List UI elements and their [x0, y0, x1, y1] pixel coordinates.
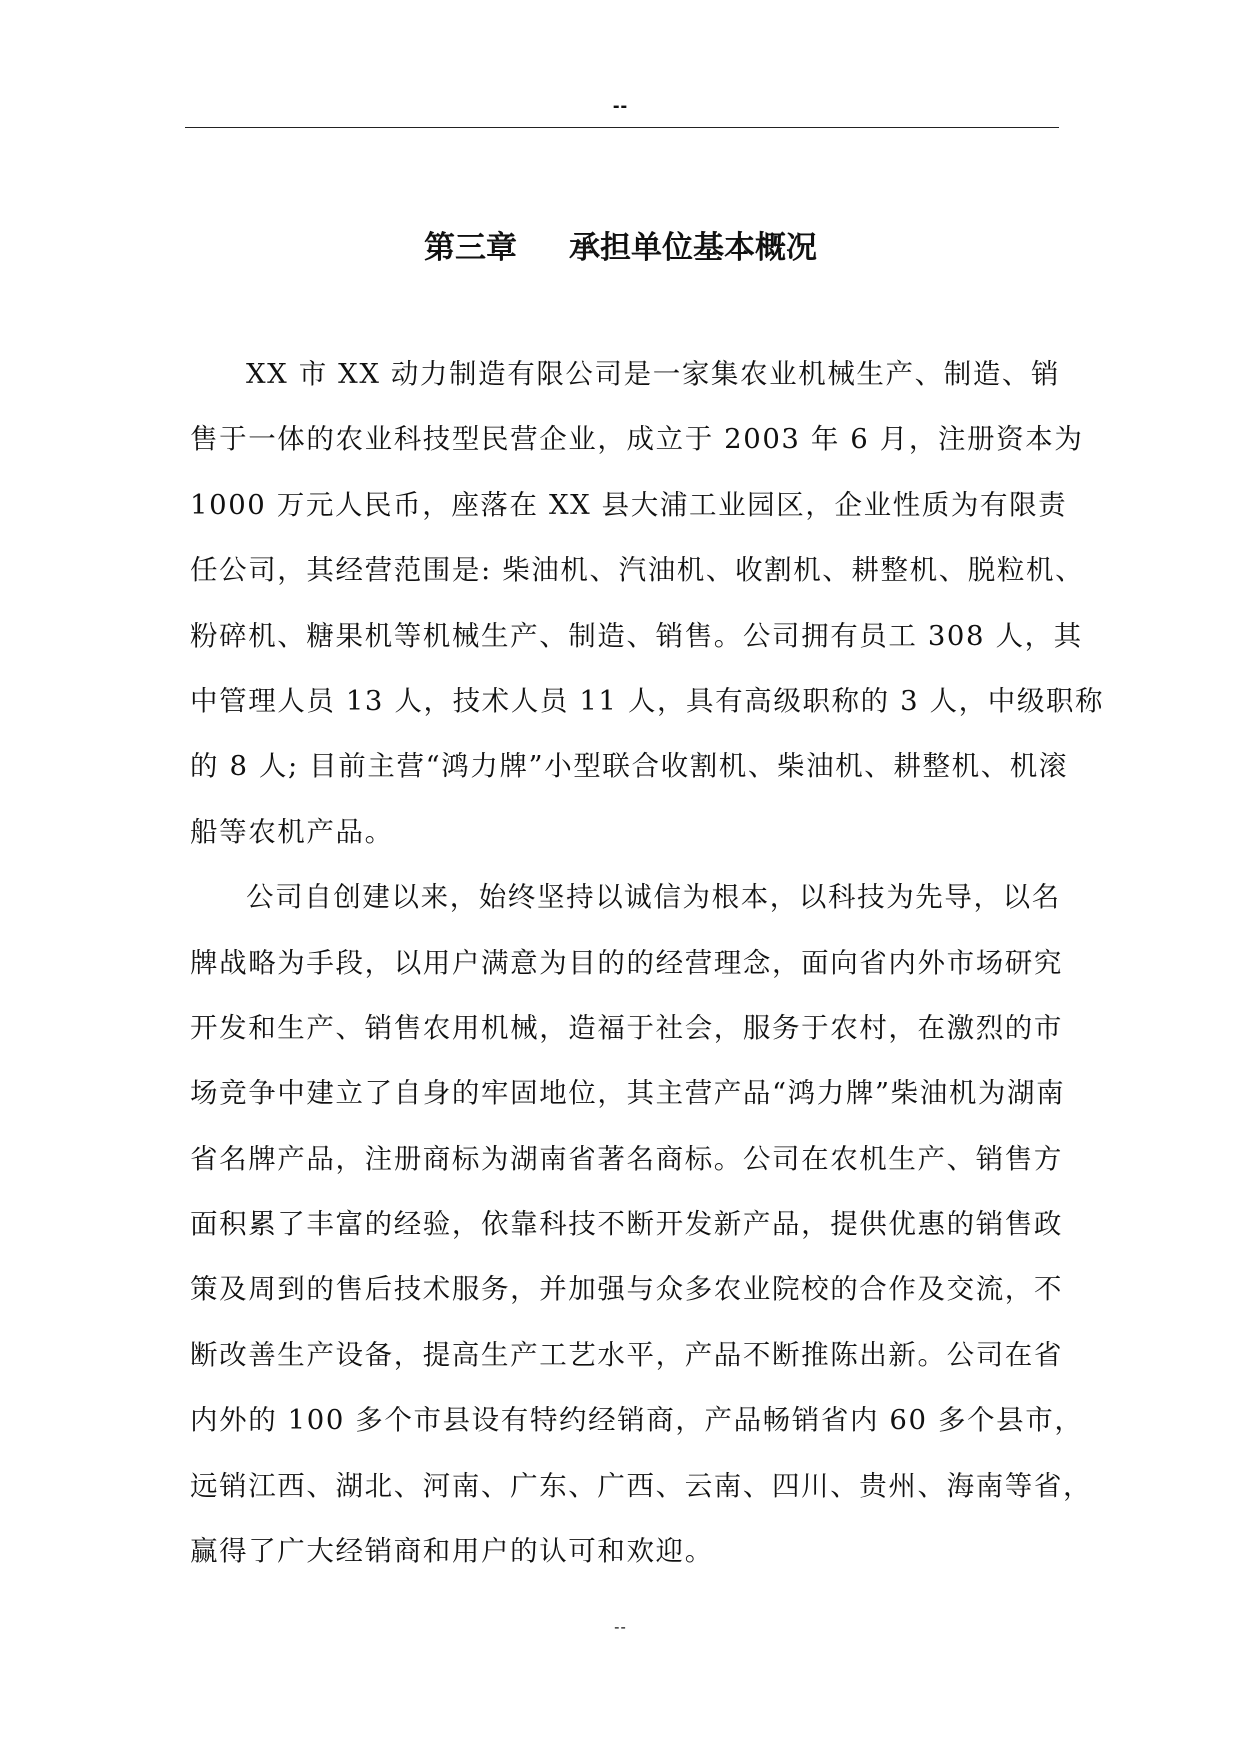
paragraph-line: XX 市 XX 动力制造有限公司是一家集农业机械生产、制造、销 — [246, 358, 1061, 390]
paragraph-line: 售于一体的农业科技型民营企业，成立于 2003 年 6 月，注册资本为 — [190, 423, 1084, 456]
page-header-mark: -- — [612, 95, 629, 117]
paragraph-line: 场竞争中建立了自身的牢固地位，其主营产品“鸿力牌”柴油机为湖南 — [190, 1077, 1066, 1110]
paragraph-2 — [190, 878, 1093, 1597]
chapter-title — [0, 228, 1241, 268]
paragraph-1 — [190, 355, 1105, 878]
chapter-number: 第三章 — [424, 230, 517, 266]
paragraph-line: 公司自创建以来，始终坚持以诚信为根本，以科技为先导，以名 — [246, 881, 1061, 914]
paragraph-line: 开发和生产、销售农用机械，造福于社会，服务于农村，在激烈的市 — [190, 1011, 1063, 1044]
paragraph-line: 的 8 人; 目前主营“鸿力牌”小型联合收割机、柴油机、耕整机、机滚 — [190, 750, 1069, 783]
paragraph-line: 1000 万元人民币，座落在 XX 县大浦工业园区，企业性质为有限责 — [190, 488, 1068, 521]
paragraph-line: 内外的 100 多个市县设有特约经销商，产品畅销省内 60 多个县市， — [190, 1404, 1084, 1437]
paragraph-line: 中管理人员 13 人，技术人员 11 人，具有高级职称的 3 人，中级职称 — [190, 684, 1105, 717]
paragraph-line: 任公司，其经营范围是: 柴油机、汽油机、收割机、耕整机、脱粒机、 — [190, 554, 1085, 587]
paragraph-line: 策及周到的售后技术服务，并加强与众多农业院校的合作及交流，不 — [190, 1273, 1063, 1306]
paragraph-line: 面积累了丰富的经验，依靠科技不断开发新产品，提供优惠的销售政 — [190, 1208, 1063, 1241]
page-footer-mark: -- — [614, 1619, 627, 1636]
paragraph-line: 远销江西、湖北、河南、广东、广西、云南、四川、贵州、海南等省， — [190, 1469, 1093, 1502]
paragraph-line: 赢得了广大经销商和用户的认可和欢迎。 — [190, 1535, 714, 1568]
paragraph-line: 省名牌产品，注册商标为湖南省著名商标。公司在农机生产、销售方 — [190, 1142, 1063, 1175]
chapter-name: 承担单位基本概况 — [569, 230, 817, 266]
body-content — [190, 355, 1105, 1597]
paragraph-line: 牌战略为手段，以用户满意为目的的经营理念，面向省内外市场研究 — [190, 946, 1063, 979]
paragraph-line: 船等农机产品。 — [190, 815, 394, 848]
paragraph-line: 粉碎机、糖果机等机械生产、制造、销售。公司拥有员工 308 人，其 — [190, 619, 1083, 652]
header-divider — [185, 127, 1059, 128]
paragraph-line: 断改善生产设备，提高生产工艺水平，产品不断推陈出新。公司在省 — [190, 1338, 1063, 1371]
